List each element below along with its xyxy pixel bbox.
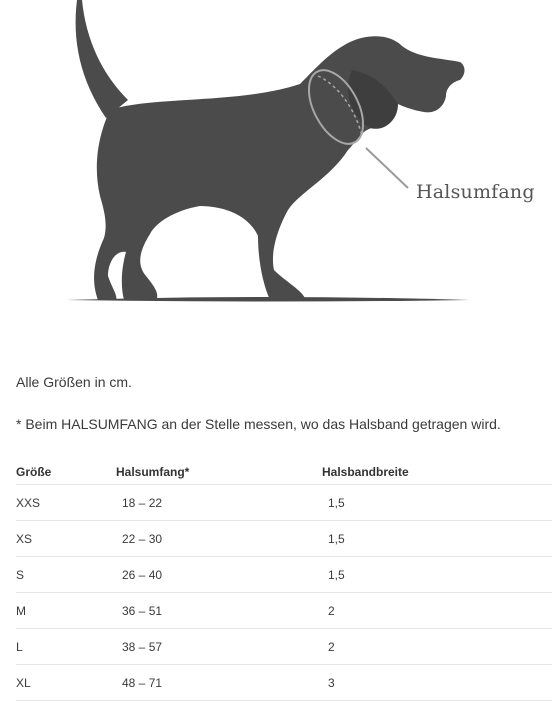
cell-size: XS — [16, 521, 116, 557]
header-size: Größe — [16, 460, 116, 485]
cell-neck: 36 – 51 — [116, 593, 322, 629]
cell-size: S — [16, 557, 116, 593]
cell-neck: 18 – 22 — [116, 485, 322, 521]
cell-width: 1,5 — [322, 521, 552, 557]
table-row — [16, 521, 552, 557]
cell-neck: 38 – 57 — [116, 629, 322, 665]
table-header-row — [16, 460, 552, 485]
cell-size: XL — [16, 665, 116, 701]
cell-size: L — [16, 629, 116, 665]
units-note: Alle Größen in cm. — [16, 374, 132, 390]
cell-width: 2 — [322, 593, 552, 629]
cell-neck: 48 – 71 — [116, 665, 322, 701]
header-collar-width: Halsbandbreite — [322, 460, 552, 485]
header-neck-circumference: Halsumfang* — [116, 460, 322, 485]
measure-hint-note: * Beim HALSUMFANG an der Stelle messen, wo das Halsband getragen wird. — [16, 416, 501, 432]
cell-size: M — [16, 593, 116, 629]
table-row — [16, 665, 552, 701]
table-row — [16, 557, 552, 593]
cell-neck: 22 – 30 — [116, 521, 322, 557]
table-row — [16, 593, 552, 629]
dog-silhouette-icon — [0, 0, 557, 320]
cell-size: XXS — [16, 485, 116, 521]
cell-width: 1,5 — [322, 485, 552, 521]
table-row — [16, 629, 552, 665]
size-chart-table — [16, 460, 552, 701]
cell-width: 2 — [322, 629, 552, 665]
dog-illustration — [0, 0, 557, 320]
table-row — [16, 485, 552, 521]
cell-neck: 26 – 40 — [116, 557, 322, 593]
cell-width: 1,5 — [322, 557, 552, 593]
neck-measurement-label: Halsumfang — [416, 181, 535, 203]
cell-width: 3 — [322, 665, 552, 701]
